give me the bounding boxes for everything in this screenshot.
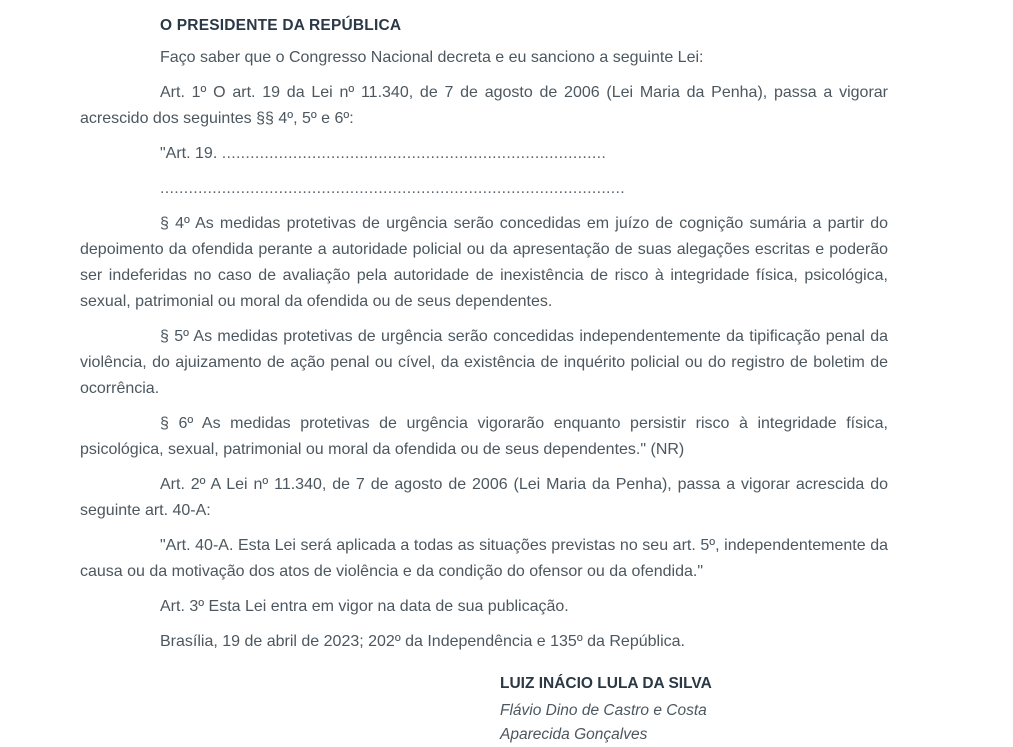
- article-3: Art. 3º Esta Lei entra em vigor na data de sua publicação.: [160, 598, 569, 615]
- paragraph-4: § 4º As medidas protetivas de urgência serão concedidas em juízo de cognição sumária a partir do depoimento da ofendida perante a autoridade policial ou da apresentação de suas alegações escritas e poderão ser indeferidas no caso de avaliação pela autoridade de inexistência de risco à integridade física, psicológica, sexual, patrimonial ou moral da ofendida ou de seus dependentes.: [80, 215, 888, 310]
- date-place-line: Brasília, 19 de abril de 2023; 202º da Independência e 135º da República.: [160, 633, 685, 650]
- president-signature: LUIZ INÁCIO LULA DA SILVA: [500, 675, 712, 692]
- quoted-article-19: [80, 141, 888, 167]
- article-1: Art. 1º O art. 19 da Lei nº 11.340, de 7 de agosto de 2006 (Lei Maria da Penha), passa a vigorar acrescido dos seguintes §§ 4º, 5º e 6º:: [80, 84, 888, 127]
- article-2: Art. 2º A Lei nº 11.340, de 7 de agosto de 2006 (Lei Maria da Penha), passa a vigorar acrescida do seguinte art. 40-A:: [80, 476, 888, 519]
- law-heading: O PRESIDENTE DA REPÚBLICA: [160, 17, 402, 34]
- paragraph-5: § 5º As medidas protetivas de urgência serão concedidas independentemente da tipificação penal da violência, do ajuizamento de ação penal ou cível, da existência de inquérito policial ou do registro de boletim de ocorrência.: [80, 328, 888, 397]
- paragraph-6: § 6º As medidas protetivas de urgência vigorarão enquanto persistir risco à integridade física, psicológica, sexual, patrimonial ou moral da ofendida ou de seus dependentes." (NR): [80, 415, 888, 458]
- enacting-formula: Faço saber que o Congresso Nacional decreta e eu sanciono a seguinte Lei:: [160, 49, 704, 66]
- minister-signature-justice: Flávio Dino de Castro e Costa: [500, 702, 707, 719]
- dot-leader: ..................................................................................................: [160, 180, 626, 197]
- signature-block: [500, 672, 888, 747]
- quoted-article-19-label: "Art. 19.: [160, 145, 222, 162]
- quoted-article-40a: "Art. 40-A. Esta Lei será aplicada a todas as situações previstas no seu art. 5º, independentemente da causa ou da motivação dos atos de violência e da condição do ofensor ou da ofendida.": [80, 537, 888, 580]
- minister-signature-women: Aparecida Gonçalves: [500, 726, 648, 743]
- dot-leader: .................................................................................: [221, 145, 607, 162]
- ellipsis-line: [80, 176, 888, 202]
